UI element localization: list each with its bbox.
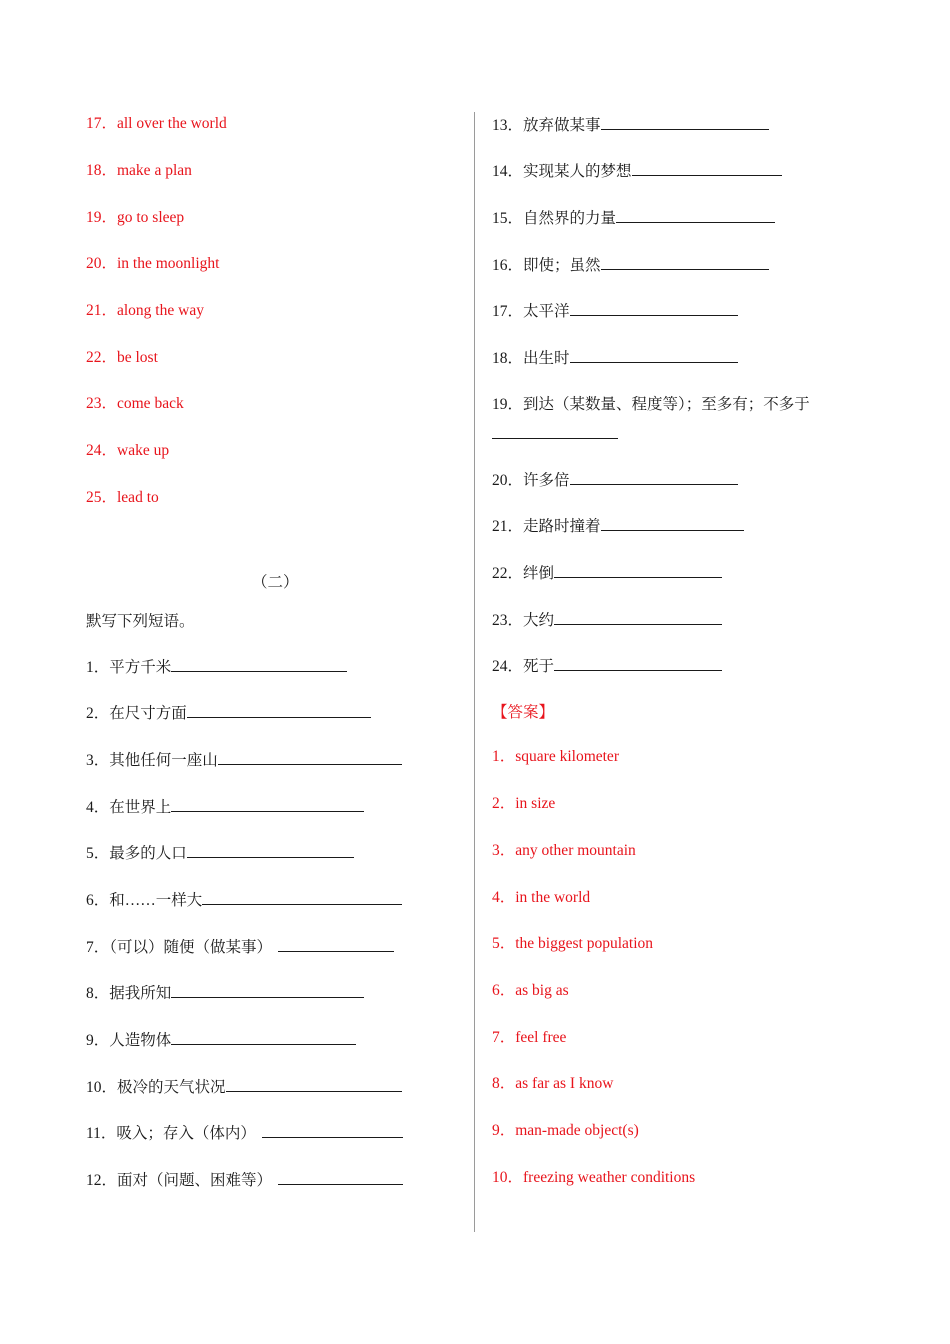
answer-blank[interactable] [171, 797, 364, 812]
exercise-item [86, 703, 371, 724]
exercise-item [86, 843, 354, 864]
answer-item: 23．come back [86, 395, 184, 412]
exercise-item [86, 1030, 356, 1051]
exercise-item [492, 610, 722, 631]
exercise-label: 19．到达（某数量、程度等）；至多有；不多于 [492, 396, 810, 413]
exercise-label: 17．太平洋 [492, 303, 570, 320]
answer-blank[interactable] [278, 937, 394, 952]
exercise-item [86, 937, 394, 958]
answer-blank[interactable] [187, 843, 354, 858]
exercise-label: 3．其他任何一座山 [86, 752, 218, 769]
exercise-item [492, 161, 782, 182]
answer-item: 10．freezing weather conditions [492, 1169, 696, 1186]
exercise-item [492, 348, 738, 369]
answer-blank[interactable] [616, 208, 775, 223]
answer-item: 8．as far as I know [492, 1075, 614, 1092]
exercise-item [492, 516, 744, 537]
answer-blank[interactable] [171, 1030, 356, 1045]
answer-blank[interactable] [554, 656, 722, 671]
answer-blank[interactable] [226, 1077, 402, 1092]
exercise-item [86, 657, 347, 678]
exercise-item [492, 470, 738, 491]
exercise-item [492, 656, 722, 677]
answer-blank[interactable] [554, 610, 722, 625]
answer-item: 18．make a plan [86, 162, 192, 179]
exercise-item [492, 115, 769, 136]
exercise-label: 21．走路时撞着 [492, 518, 601, 535]
exercise-item [86, 983, 364, 1004]
exercise-item-continuation [492, 424, 618, 445]
section-instruction: 默写下列短语。 [86, 613, 195, 630]
exercise-label: 4．在世界上 [86, 799, 172, 816]
exercise-label: 24．死于 [492, 658, 555, 675]
exercise-label: 11．吸入；存入（体内） [86, 1125, 256, 1142]
exercise-label: 1．平方千米 [86, 659, 172, 676]
exercise-label: 13．放弃做某事 [492, 117, 601, 134]
answer-blank[interactable] [601, 255, 769, 270]
answer-blank[interactable] [570, 348, 738, 363]
exercise-item [492, 563, 722, 584]
column-divider [474, 112, 475, 1232]
answer-blank[interactable] [570, 470, 738, 485]
answer-blank[interactable] [632, 161, 782, 176]
answer-blank[interactable] [171, 983, 364, 998]
exercise-item [86, 890, 402, 911]
answer-item: 4．in the world [492, 889, 591, 906]
answer-item: 22．be lost [86, 349, 158, 366]
answer-item: 20．in the moonlight [86, 255, 220, 272]
exercise-item [492, 395, 810, 415]
answer-item: 17．all over the world [86, 115, 227, 132]
exercise-item [492, 208, 775, 229]
answer-header: 【答案】 [492, 704, 555, 721]
exercise-label: 10．极冷的天气状况 [86, 1079, 226, 1096]
exercise-label: 16．即使；虽然 [492, 257, 601, 274]
answer-item: 3．any other mountain [492, 842, 636, 859]
answer-item: 7．feel free [492, 1029, 567, 1046]
answer-item: 6．as big as [492, 982, 569, 999]
answer-blank[interactable] [278, 1170, 403, 1185]
answer-blank[interactable] [601, 516, 744, 531]
answer-item: 19．go to sleep [86, 209, 185, 226]
answer-blank[interactable] [262, 1123, 403, 1138]
section-title: （二） [252, 574, 299, 591]
exercise-label: 15．自然界的力量 [492, 210, 617, 227]
answer-item: 25．lead to [86, 489, 159, 506]
exercise-label: 7．（可以）随便（做某事） [86, 939, 273, 956]
exercise-item [492, 301, 738, 322]
exercise-item [86, 1077, 402, 1098]
answer-item: 5．the biggest population [492, 935, 654, 952]
exercise-label: 12．面对（问题、困难等） [86, 1172, 273, 1189]
exercise-label: 22．绊倒 [492, 565, 555, 582]
answer-item: 21．along the way [86, 302, 204, 319]
answer-blank[interactable] [218, 750, 402, 765]
exercise-label: 18．出生时 [492, 350, 570, 367]
exercise-item [86, 1170, 403, 1191]
exercise-label: 2．在尺寸方面 [86, 705, 187, 722]
answer-blank[interactable] [171, 657, 347, 672]
exercise-item [86, 797, 364, 818]
answer-blank[interactable] [202, 890, 402, 905]
answer-item: 24．wake up [86, 442, 170, 459]
exercise-label: 14．实现某人的梦想 [492, 163, 632, 180]
answer-blank[interactable] [554, 563, 722, 578]
exercise-label: 23．大约 [492, 612, 555, 629]
exercise-item [86, 750, 402, 771]
answer-blank[interactable] [601, 115, 769, 130]
exercise-label: 8．据我所知 [86, 985, 172, 1002]
answer-item: 1．square kilometer [492, 748, 619, 765]
answer-blank[interactable] [492, 424, 618, 439]
exercise-item [86, 1123, 403, 1144]
answer-item: 9．man-made object(s) [492, 1122, 639, 1139]
exercise-label: 6．和……一样大 [86, 892, 203, 909]
exercise-item [492, 255, 769, 276]
exercise-label: 9．人造物体 [86, 1032, 172, 1049]
answer-blank[interactable] [570, 301, 738, 316]
answer-item: 2．in size [492, 795, 556, 812]
exercise-label: 20．许多倍 [492, 472, 570, 489]
answer-blank[interactable] [187, 703, 371, 718]
exercise-label: 5．最多的人口 [86, 845, 187, 862]
